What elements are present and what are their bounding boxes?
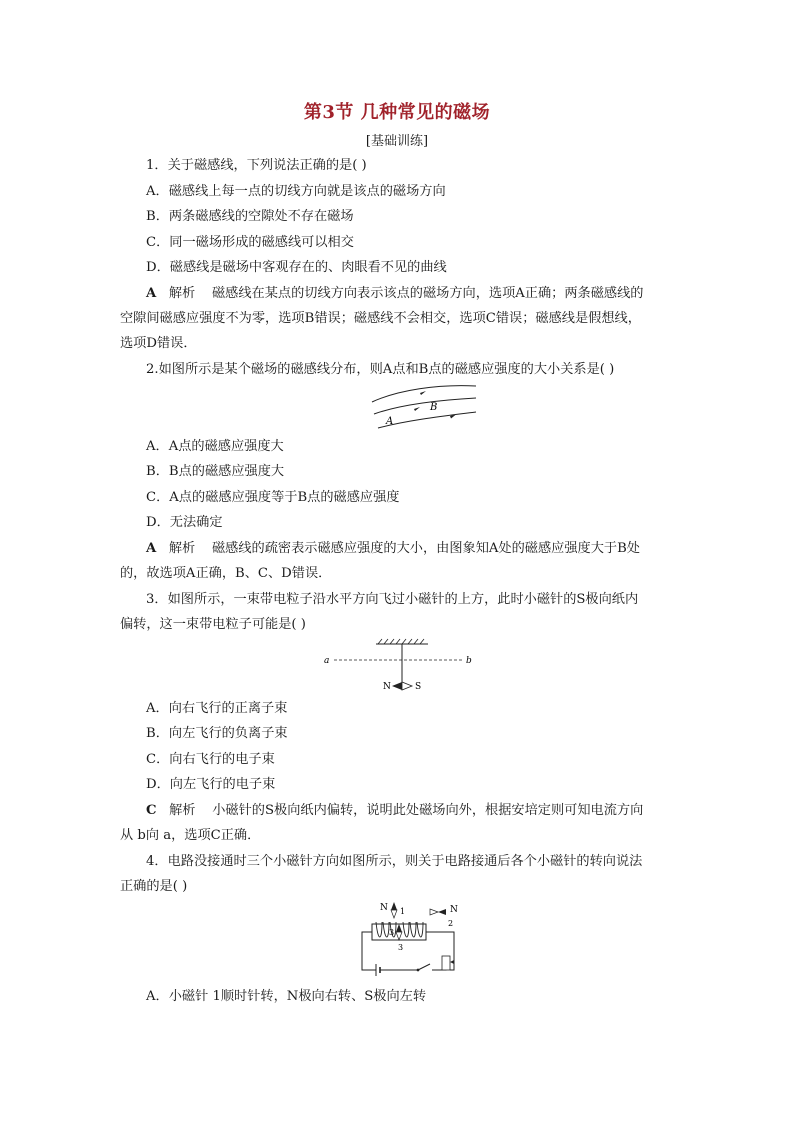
magnetic-field-lines-figure — [368, 382, 480, 430]
q2-analysis-line-2: 的，故选项A正确，B、C、D错误． — [120, 566, 332, 581]
q2-option-d: D．无法确定 — [146, 515, 223, 530]
south-pole-label: S — [415, 682, 422, 692]
q1-analysis-line-3: 选项D错误． — [120, 336, 197, 351]
page-title: 第3节 几种常见的磁场 — [303, 102, 491, 123]
section-label: [基础训练] — [365, 134, 429, 149]
needle-2-n-label: N — [450, 905, 458, 915]
needle-3-inner-label: 3 — [389, 928, 395, 937]
q4-stem-line-2: 正确的是( ) — [120, 879, 188, 894]
q2-stem: 2.如图所示是某个磁场的磁感线分布，则A点和B点的磁感应强度的大小关系是( ) — [146, 362, 615, 377]
q4-stem-line-1: 4．电路没接通时三个小磁针方向如图所示，则关于电路接通后各个小磁针的转向说法 — [146, 854, 643, 869]
q1-option-d: D．磁感线是磁场中客观存在的、肉眼看不见的曲线 — [146, 260, 447, 275]
q3-option-c: C．向右飞行的电子束 — [146, 752, 275, 767]
needle-1-label: 1 — [400, 907, 406, 916]
needle-2-label: 2 — [448, 919, 454, 928]
q3-option-d: D．向左飞行的电子束 — [146, 777, 276, 792]
point-b-label: B — [430, 402, 438, 413]
q3-stem-line-1: 3．如图所示，一束带电粒子沿水平方向飞过小磁针的上方，此时小磁针的S极向纸内 — [146, 592, 639, 607]
q1-stem: 1．关于磁感线，下列说法正确的是( ) — [146, 158, 367, 173]
point-a-label: a — [324, 656, 330, 666]
q3-answer: C — [146, 803, 157, 818]
q3-analysis-text-1: 小磁针的S极向纸内偏转，说明此处磁场向外，根据安培定则可知电流方向 — [212, 803, 644, 818]
q1-analysis-text-1: 磁感线在某点的切线方向表示该点的磁场方向，选项A正确；两条磁感线的 — [211, 286, 644, 301]
q3-analysis-label: 解析 — [169, 803, 196, 818]
solenoid-circuit-figure — [354, 898, 474, 980]
q3-option-b: B．向左飞行的负离子束 — [146, 726, 288, 741]
q2-option-c: C．A点的磁感应强度等于B点的磁感应强度 — [146, 490, 400, 505]
needle-3-label: 3 — [398, 943, 404, 952]
q3-analysis-line-2: 从 b向 a，选项C正确． — [120, 828, 261, 843]
q1-option-b: B．两条磁感线的空隙处不存在磁场 — [146, 209, 354, 224]
needle-1-n-label: N — [380, 903, 388, 913]
q3-stem-line-2: 偏转，这一束带电粒子可能是( ) — [120, 617, 306, 632]
q2-option-b: B．B点的磁感应强度大 — [146, 464, 285, 479]
q4-option-a: A．小磁针 1顺时针转，N极向右转、S极向左转 — [146, 989, 427, 1004]
q2-answer: A — [146, 541, 157, 556]
q3-analysis-line-1 — [146, 802, 643, 820]
q1-answer: A — [146, 286, 157, 301]
point-a-label: A — [386, 416, 394, 427]
q2-option-a: A．A点的磁感应强度大 — [146, 439, 284, 454]
compass-under-beam-figure — [318, 638, 478, 696]
q2-analysis-text-1: 磁感线的疏密表示磁感应强度的大小，由图象知A处的磁感应强度大于B处 — [211, 541, 640, 556]
q1-analysis-line-2: 空隙间磁感应强度不为零，选项B错误；磁感线不会相交，选项C错误；磁感线是假想线， — [120, 311, 641, 326]
north-pole-label: N — [383, 682, 391, 692]
q1-option-c: C．同一磁场形成的磁感线可以相交 — [146, 235, 354, 250]
point-b-label: b — [466, 656, 472, 666]
q2-analysis-label: 解析 — [168, 541, 196, 556]
q1-analysis-label: 解析 — [168, 286, 196, 301]
q1-analysis-line-1 — [146, 285, 644, 303]
q1-option-a: A．磁感线上每一点的切线方向就是该点的磁场方向 — [146, 184, 446, 199]
q2-analysis-line-1 — [146, 540, 640, 558]
q3-option-a: A．向右飞行的正离子束 — [146, 701, 288, 716]
